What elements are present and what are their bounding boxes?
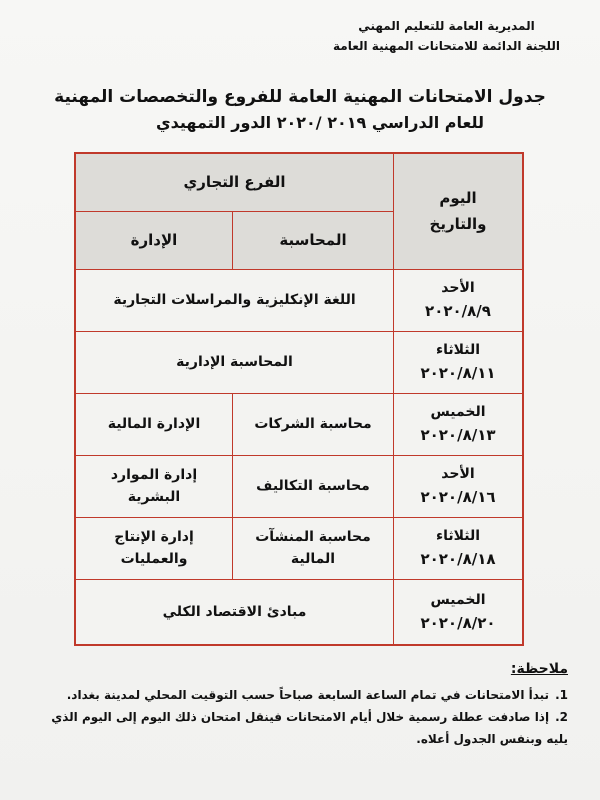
title-line-1: جدول الامتحانات المهنية العامة للفروع والتخصصات المهنية <box>54 87 546 107</box>
day-cell <box>394 579 524 645</box>
org-line-1: المديرية العامة للتعليم المهني <box>358 19 535 33</box>
table-row <box>75 269 523 331</box>
table-row <box>75 455 523 517</box>
exam-date: ٢٠٢٠/٨/١٨ <box>420 550 496 568</box>
note-text: تبدأ الامتحانات في تمام الساعة السابعة صباحاً حسب التوقيت المحلي لمدينة بغداد. <box>66 688 550 702</box>
management-column-header: الإدارة <box>75 211 233 269</box>
management-subject-cell: إدارة الموارد البشرية <box>75 455 233 517</box>
day-cell <box>394 331 524 393</box>
day-name: الثلاثاء <box>435 342 481 358</box>
day-cell <box>394 269 524 331</box>
day-name: الأحد <box>441 466 475 482</box>
title-line-2: للعام الدراسي ٢٠١٩ /٢٠٢٠ الدور التمهيدي <box>155 113 485 132</box>
management-subject-cell: إدارة الإنتاج والعمليات <box>75 517 233 579</box>
organization-header <box>333 16 560 56</box>
subject-cell: اللغة الإنكليزية والمراسلات التجارية <box>75 269 394 331</box>
accounting-subject-cell: محاسبة الشركات <box>233 393 394 455</box>
accounting-subject-cell: محاسبة المنشآت المالية <box>233 517 394 579</box>
table-row <box>75 331 523 393</box>
subject-cell: المحاسبة الإدارية <box>75 331 394 393</box>
note-item <box>40 684 568 706</box>
exam-date: ٢٠٢٠/٨/٩ <box>425 302 491 320</box>
day-name: الثلاثاء <box>435 528 481 544</box>
table-row <box>75 393 523 455</box>
day-cell <box>394 455 524 517</box>
table-row <box>75 517 523 579</box>
exam-date: ٢٠٢٠/٨/١١ <box>420 364 496 382</box>
day-cell <box>394 393 524 455</box>
day-name: الأحد <box>441 280 475 296</box>
org-line-2: اللجنة الدائمة للامتحانات المهنية العامة <box>333 39 560 53</box>
note-text: إذا صادفت عطلة رسمية خلال أيام الامتحانات فينقل امتحان ذلك اليوم إلى اليوم الذي يليه وبنفس الجدول أعلاه. <box>51 710 568 746</box>
note-number: 2. <box>555 710 568 724</box>
accounting-column-header: المحاسبة <box>233 211 394 269</box>
exam-date: ٢٠٢٠/٨/٢٠ <box>420 613 496 632</box>
day-name: الخميس <box>430 404 486 420</box>
subject-cell: مبادئ الاقتصاد الكلي <box>75 579 394 645</box>
day-cell <box>394 517 524 579</box>
exam-date: ٢٠٢٠/٨/١٣ <box>420 426 496 444</box>
document-title <box>20 84 580 136</box>
exam-date: ٢٠٢٠/٨/١٦ <box>420 488 496 506</box>
notes-section <box>40 658 568 750</box>
day-name: الخميس <box>430 591 486 608</box>
branch-header: الفرع التجاري <box>75 153 394 211</box>
accounting-subject-cell: محاسبة التكاليف <box>233 455 394 517</box>
exam-schedule-table <box>74 152 524 646</box>
management-subject-cell: الإدارة المالية <box>75 393 233 455</box>
table-row <box>75 579 523 645</box>
day-date-header: اليوم والتاريخ <box>394 153 524 269</box>
notes-title: ملاحظة: <box>510 661 568 677</box>
note-number: 1. <box>555 688 568 702</box>
note-item <box>40 706 568 750</box>
